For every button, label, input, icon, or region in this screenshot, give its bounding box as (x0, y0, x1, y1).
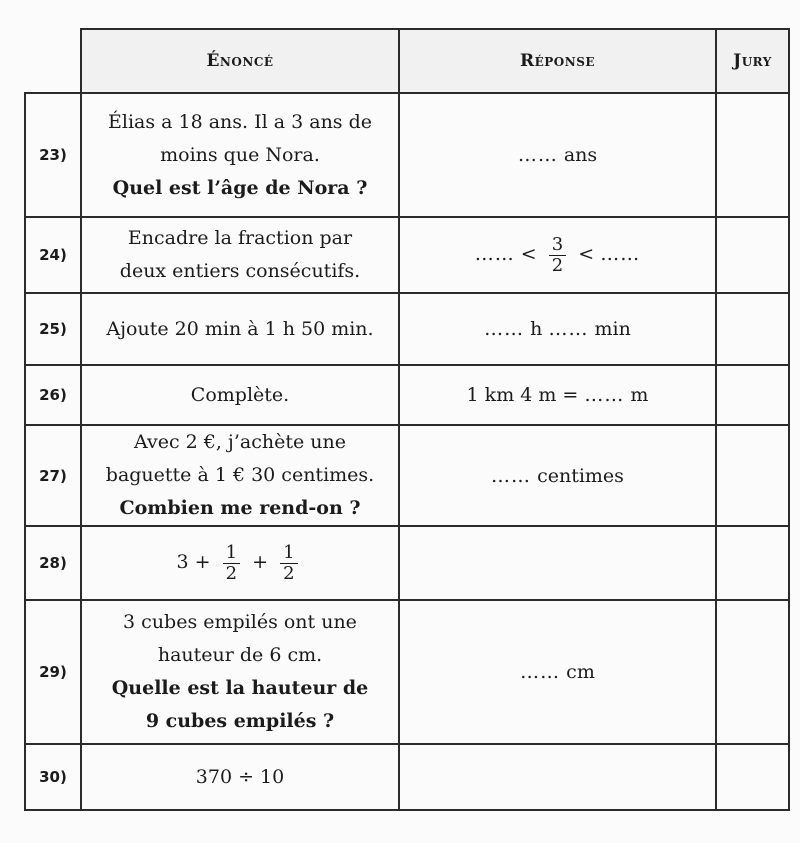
exercise-number: 30) (25, 744, 81, 810)
answer-cell[interactable] (399, 744, 716, 810)
fraction (280, 543, 297, 584)
plus-symbol: + (252, 551, 269, 573)
statement-line: Ajoute 20 min à 1 h 50 min. (106, 317, 374, 340)
answer-cell[interactable] (399, 293, 716, 365)
exercise-row-30 (25, 744, 789, 810)
statement-cell (81, 217, 399, 293)
header-answer: Réponse (399, 29, 716, 93)
statement-line: deux entiers consécutifs. (119, 260, 361, 282)
answer-blank[interactable]: …… (491, 464, 532, 487)
statement-question: Combien me rend-on ? (119, 497, 361, 519)
exercise-number: 28) (25, 526, 81, 600)
statement-question: Quelle est la hauteur de (111, 677, 369, 699)
jury-cell[interactable] (716, 293, 789, 365)
hours-unit: h (524, 318, 549, 340)
answer-unit: cm (560, 661, 595, 683)
answer-blank-minutes[interactable]: …… (548, 318, 589, 340)
jury-cell[interactable] (716, 217, 789, 293)
header-statement: Énoncé (81, 29, 399, 93)
statement-line: hauteur de 6 cm. (157, 644, 323, 666)
answer-blank-right[interactable]: …… (600, 243, 641, 265)
expr-integer: 3 (176, 551, 189, 573)
statement-cell (81, 526, 399, 600)
exercise-number: 24) (25, 217, 81, 293)
exercise-number: 29) (25, 600, 81, 744)
jury-cell[interactable] (716, 93, 789, 217)
plus-symbol: + (194, 551, 211, 573)
exercise-row-27 (25, 425, 789, 526)
fraction (549, 235, 566, 276)
exercise-number: 26) (25, 365, 81, 425)
fraction-numerator: 1 (280, 543, 297, 564)
exercise-table (24, 28, 790, 811)
statement-cell (81, 600, 399, 744)
answer-blank[interactable]: …… (584, 384, 625, 406)
fraction-denominator: 2 (551, 254, 564, 276)
statement-cell (81, 744, 399, 810)
answer-cell[interactable] (399, 526, 716, 600)
less-than-symbol: < (578, 243, 595, 265)
exercise-row-29 (25, 600, 789, 744)
fraction-denominator: 2 (225, 562, 238, 584)
exercise-row-24 (25, 217, 789, 293)
exercise-number: 25) (25, 293, 81, 365)
statement-question: Quel est l’âge de Nora ? (112, 176, 368, 199)
exercise-row-25 (25, 293, 789, 365)
answer-cell[interactable] (399, 600, 716, 744)
statement-cell (81, 93, 399, 217)
jury-cell[interactable] (716, 744, 789, 810)
answer-blank[interactable]: …… (520, 661, 561, 683)
jury-cell[interactable] (716, 600, 789, 744)
fraction-numerator: 3 (549, 235, 566, 256)
statement-line: 3 cubes empilés ont une (123, 611, 357, 633)
statement-cell (81, 293, 399, 365)
answer-cell[interactable] (399, 425, 716, 526)
answer-cell[interactable] (399, 93, 716, 217)
jury-cell[interactable] (716, 425, 789, 526)
header-jury: Jury (716, 29, 789, 93)
math-expression (176, 541, 303, 584)
exercise-number: 23) (25, 93, 81, 217)
statement-line: Encadre la fraction par (127, 227, 353, 249)
answer-blank[interactable]: …… (517, 144, 558, 166)
statement-line: baguette à 1 € 30 centimes. (105, 464, 375, 486)
exercise-row-23 (25, 93, 789, 217)
jury-cell[interactable] (716, 526, 789, 600)
fraction-numerator: 1 (223, 543, 240, 564)
statement-line: moins que Nora. (160, 143, 320, 166)
answer-unit: centimes (531, 464, 624, 487)
answer-blank-left[interactable]: …… (474, 243, 515, 265)
exercise-row-26 (25, 365, 789, 425)
jury-cell[interactable] (716, 365, 789, 425)
math-expression: 370 ÷ 10 (195, 765, 285, 788)
statement-cell (81, 365, 399, 425)
statement-line: Avec 2 €, j’achète une (134, 431, 346, 453)
answer-unit: m (624, 384, 649, 406)
statement-line: Complète. (190, 383, 290, 406)
exercise-number: 27) (25, 425, 81, 526)
minutes-unit: min (588, 318, 631, 340)
fraction (223, 543, 240, 584)
fraction-denominator: 2 (283, 562, 295, 584)
less-than-symbol: < (520, 243, 537, 265)
statement-question: 9 cubes empilés ? (145, 710, 335, 732)
header-blank-cell (25, 29, 81, 93)
header-row (25, 29, 789, 93)
answer-blank-hours[interactable]: …… (484, 318, 525, 340)
answer-cell[interactable] (399, 365, 716, 425)
statement-cell (81, 425, 399, 526)
answer-cell[interactable] (399, 217, 716, 293)
answer-unit: ans (557, 144, 598, 166)
answer-prefix: 1 km 4 m = (466, 384, 585, 406)
statement-line: Élias a 18 ans. Il a 3 ans de (108, 110, 372, 133)
exercise-row-28 (25, 526, 789, 600)
